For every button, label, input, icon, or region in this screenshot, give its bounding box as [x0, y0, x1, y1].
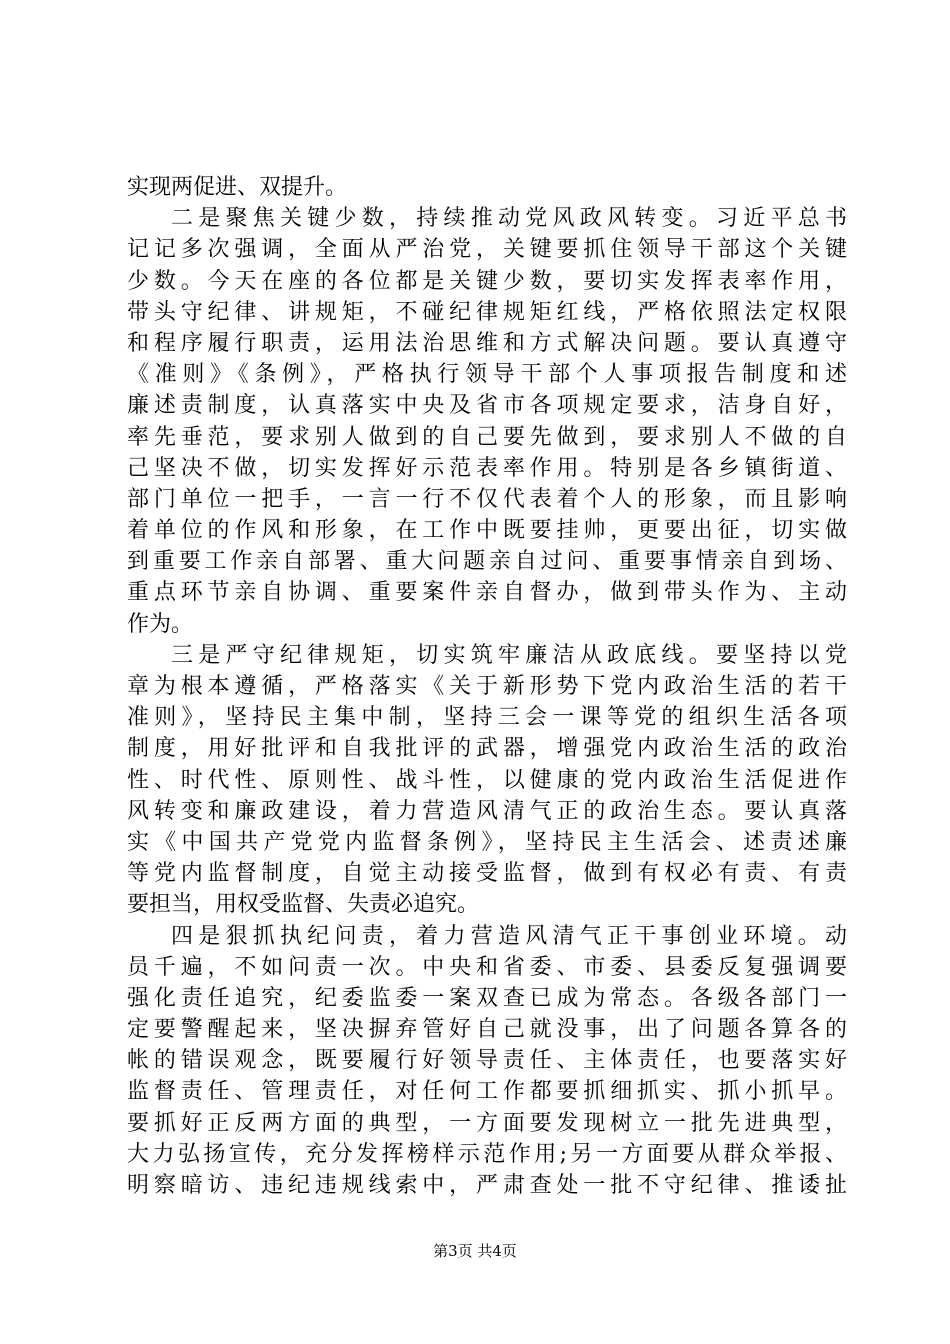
- text-line: 监督责任、管理责任，对任何工作都要抓细抓实、抓小抓早。: [127, 1079, 847, 1105]
- text-line: 率先垂范，要求别人做到的自己要先做到，要求别人不做的自: [127, 424, 847, 450]
- text-line: 定要警醒起来，坚决摒弃管好自己就没事，出了问题各算各的: [127, 1017, 847, 1043]
- text-line: 少数。今天在座的各位都是关键少数，要切实发挥表率作用，: [127, 268, 847, 294]
- text-line: 二是聚焦关键少数，持续推动党风政风转变。习近平总书: [171, 206, 847, 232]
- text-line: 记记多次强调，全面从严治党，关键要抓住领导干部这个关键: [127, 237, 847, 263]
- text-line: 风转变和廉政建设，着力营造风清气正的政治生态。要认真落: [127, 798, 847, 824]
- text-line: 重点环节亲自协调、重要案件亲自督办，做到带头作为、主动: [127, 580, 847, 606]
- text-line: 帐的错误观念，既要履行好领导责任、主体责任，也要落实好: [127, 1048, 847, 1074]
- text-line: 《准则》《条例》，严格执行领导干部个人事项报告制度和述: [127, 362, 847, 388]
- text-line: 和程序履行职责，运用法治思维和方式解决问题。要认真遵守: [127, 330, 847, 356]
- page-number-label: 第3页 共4页: [433, 1242, 517, 1260]
- text-line: 要抓好正反两方面的典型，一方面要发现树立一批先进典型，: [127, 1110, 847, 1136]
- text-line: 员千遍，不如问责一次。中央和省委、市委、县委反复强调要: [127, 954, 847, 980]
- text-line: 实《中国共产党党内监督条例》，坚持民主生活会、述责述廉: [127, 829, 847, 855]
- text-line: 到重要工作亲自部署、重大问题亲自过问、重要事情亲自到场、: [127, 549, 847, 575]
- text-line: 作为。: [127, 611, 194, 637]
- text-line: 明察暗访、违纪违规线索中，严肃查处一批不守纪律、推诿扯: [127, 1173, 847, 1198]
- text-line: 带头守纪律、讲规矩，不碰纪律规矩红线，严格依照法定权限: [127, 299, 847, 325]
- text-line: 部门单位一把手，一言一行不仅代表着个人的形象，而且影响: [127, 486, 847, 512]
- text-line: 四是狠抓执纪问责，着力营造风清气正干事创业环境。动: [171, 923, 847, 949]
- text-line: 大力弘扬宣传，充分发挥榜样示范作用;另一方面要从群众举报、: [127, 1141, 847, 1167]
- text-line: 要担当，用权受监督、失责必追究。: [127, 892, 480, 918]
- text-line: 强化责任追究，纪委监委一案双查已成为常态。各级各部门一: [127, 985, 847, 1011]
- text-line: 廉述责制度，认真落实中央及省市各项规定要求，洁身自好，: [127, 393, 847, 419]
- text-line: 性、时代性、原则性、战斗性，以健康的党内政治生活促进作: [127, 767, 847, 793]
- page-footer: [0, 1241, 950, 1261]
- body-text: [127, 172, 847, 1201]
- text-line: 实现两促进、双提升。: [127, 175, 348, 200]
- text-line: 着单位的作风和形象，在工作中既要挂帅，更要出征，切实做: [127, 518, 847, 544]
- text-line: 等党内监督制度，自觉主动接受监督，做到有权必有责、有责: [127, 861, 847, 887]
- text-line: 三是严守纪律规矩，切实筑牢廉洁从政底线。要坚持以党: [171, 642, 847, 668]
- text-line: 己坚决不做，切实发挥好示范表率作用。特别是各乡镇街道、: [127, 455, 847, 481]
- text-line: 准则》，坚持民主集中制，坚持三会一课等党的组织生活各项: [127, 705, 847, 731]
- text-line: 章为根本遵循，严格落实《关于新形势下党内政治生活的若干: [127, 674, 847, 699]
- text-line: 制度，用好批评和自我批评的武器，增强党内政治生活的政治: [127, 736, 847, 762]
